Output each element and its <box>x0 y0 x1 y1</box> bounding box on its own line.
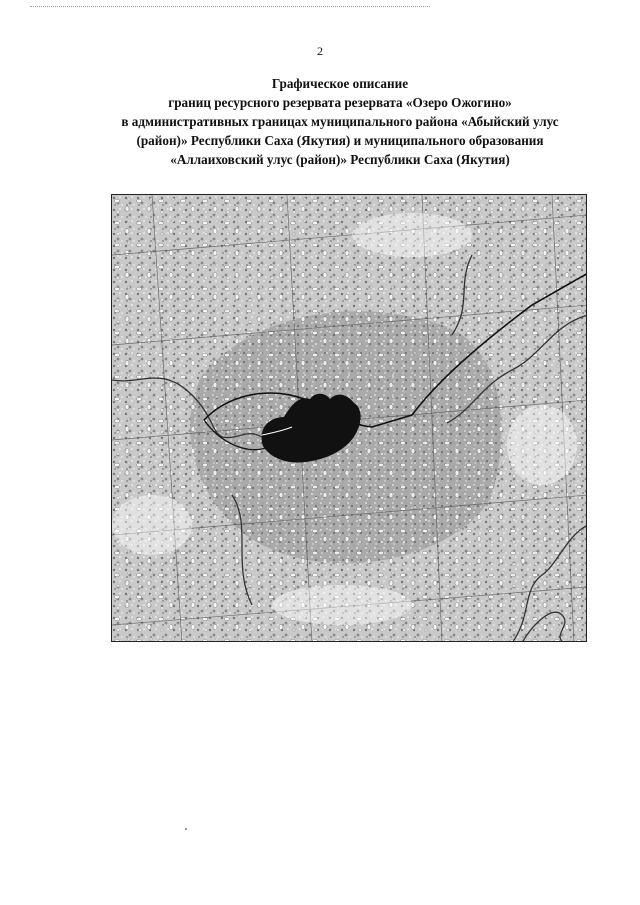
scan-speck <box>185 828 187 830</box>
scan-edge-artifact <box>30 6 430 9</box>
reserve-map <box>111 194 587 642</box>
title-line-1: Графическое описание <box>271 76 409 91</box>
title-line-2: границ ресурсного резервата резервата «Озеро Ожогино» <box>168 95 512 110</box>
page-number: 2 <box>317 44 323 58</box>
title-line-4: (район)» Республики Саха (Якутия) и муниципального образования <box>136 133 544 148</box>
title-line-3: в административных границах муниципального района «Абыйский улус <box>121 114 559 129</box>
title-line-5: «Аллаиховский улус (район)» Республики Саха (Якутия) <box>170 152 510 167</box>
document-title <box>60 74 620 169</box>
